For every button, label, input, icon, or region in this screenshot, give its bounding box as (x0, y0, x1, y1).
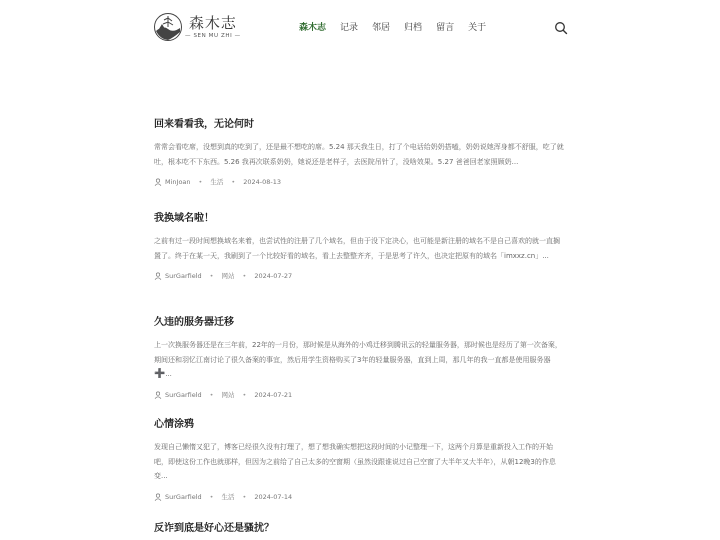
logo-title: 森木志 (188, 14, 237, 32)
user-icon (154, 178, 162, 186)
nav-item-archive[interactable]: 归档 (404, 23, 423, 33)
post-author[interactable]: MinJoan (165, 178, 191, 186)
user-icon (154, 391, 162, 399)
post-meta (154, 177, 566, 187)
post-date: 2024-07-21 (254, 390, 293, 399)
post-author[interactable]: SurGarfield (165, 272, 202, 280)
meta-separator: • (231, 178, 236, 186)
meta-separator: • (209, 492, 214, 501)
site-logo[interactable] (153, 11, 241, 43)
logo-text (185, 15, 241, 39)
post-excerpt: 上一次换服务器还是在三年前，22年的一月份，那时候是从海外的小鸡迁移到腾讯云的轻量服务器，那时候也是经历了第一次备案，期间还和羽忆江南讨论了很久备案的事宜，然后用学生资格购买了3年的轻量服务器，直到上周，那几年的我一直都是使用服务器➕... (154, 341, 562, 379)
nav-item-home[interactable]: 森木志 (299, 23, 327, 33)
main-nav (299, 21, 500, 35)
nav-item-about[interactable]: 关于 (468, 23, 487, 33)
post-meta (154, 492, 566, 502)
site-header (0, 0, 720, 56)
post-title[interactable]: 久违的服务器迁移 (154, 317, 234, 328)
post-title[interactable]: 反诈到底是好心还是骚扰？ (154, 523, 274, 534)
user-icon (154, 272, 162, 280)
post-meta (154, 271, 566, 281)
post-item (154, 316, 566, 400)
post-item (154, 118, 566, 187)
post-category[interactable]: 网站 (221, 390, 235, 399)
search-icon[interactable] (554, 21, 568, 35)
post-item (154, 418, 566, 502)
plus-glyph: ➕ (154, 369, 166, 379)
meta-separator: • (242, 492, 247, 501)
nav-item-records[interactable]: 记录 (340, 23, 359, 33)
post-excerpt: 之前有过一段时间想换域名来着，也尝试性的注册了几个域名，但由于没下定决心，也可能是新注册的域名不是自己喜欢的就一直搁置了。终于在某一天，我刷到了一个比较好看的域名，看上去整整齐齐，于是思考了许久，也决定把原有的域名「imxxz.cn」... (154, 237, 560, 260)
meta-separator: • (242, 272, 247, 280)
post-title[interactable]: 回来看看我，无论何时 (154, 119, 254, 130)
nav-item-guestbook[interactable]: 留言 (436, 23, 455, 33)
post-date: 2024-08-13 (243, 178, 281, 186)
post-excerpt: 常常会看吃席，没想到真的吃到了，还是最不想吃的席。5.24 那天我生日，打了个电话给奶奶搭嗑，奶奶说她浑身都不舒服，吃了就吐，根本吃不下东西。5.26 我再次联系奶奶，她说还是老样子，去医院吊针了，没啥效果。5.27 爸爸回老家照顾奶... (154, 143, 564, 166)
post-date: 2024-07-14 (254, 492, 293, 501)
logo-mark-icon (153, 12, 183, 42)
post-category[interactable]: 生活 (210, 178, 224, 186)
post-item (154, 522, 566, 536)
post-category[interactable]: 生活 (221, 492, 235, 501)
meta-separator: • (209, 390, 214, 399)
post-excerpt: 发现自己懒惰又犯了，博客已经很久没有打理了，想了想我确实想把这段时间的小记整理一下，这两个月算是重新投入工作的开始吧，即使这份工作也就那样，但因为之前给了自己太多的空窗期（虽然没跟谁说过自己空窗了大半年又大半年），从朝12晚3的作息变... (154, 443, 556, 480)
logo-subtitle: — SEN MU ZHI — (185, 33, 241, 39)
post-item (154, 212, 566, 281)
post-title[interactable]: 我换域名啦！ (154, 213, 214, 224)
user-icon (154, 493, 162, 501)
post-category[interactable]: 网站 (221, 272, 235, 280)
meta-separator: • (242, 390, 247, 399)
post-author[interactable]: SurGarfield (165, 390, 202, 399)
post-author[interactable]: SurGarfield (165, 492, 202, 501)
post-meta (154, 390, 566, 400)
post-title[interactable]: 心情涂鸦 (154, 419, 194, 430)
post-date: 2024-07-27 (254, 272, 293, 280)
meta-separator: • (209, 272, 214, 280)
nav-item-neighbors[interactable]: 邻居 (372, 23, 391, 33)
meta-separator: • (198, 178, 203, 186)
